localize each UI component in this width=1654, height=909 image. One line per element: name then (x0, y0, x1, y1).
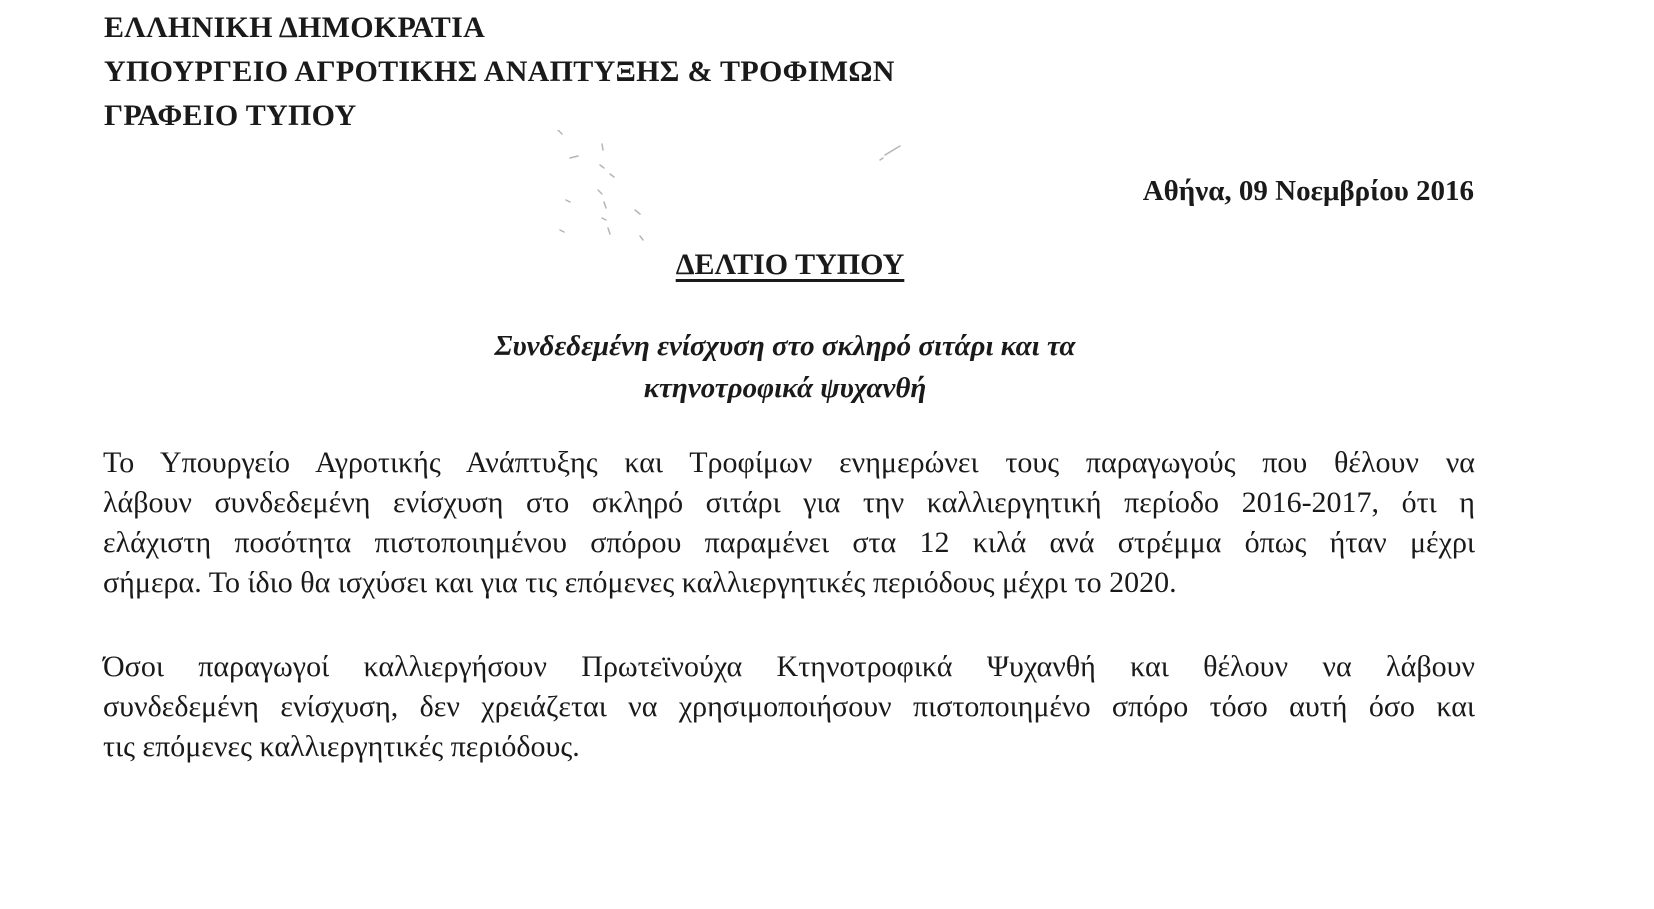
document-subtitle (0, 325, 1570, 409)
letterhead-country: ΕΛΛΗΝΙΚΗ ΔΗΜΟΚΡΑΤΙΑ (104, 11, 486, 44)
paragraph-2-line: Όσοι παραγωγοί καλλιεργήσουν Πρωτεϊνούχα Κτηνοτροφικά Ψυχανθή και θέλουν να λάβουν (103, 650, 1475, 683)
paragraph-1-line: ελάχιστη ποσότητα πιστοποιημένου σπόρου παραμένει στα 12 κιλά ανά στρέμμα όπως ήταν μέχρι (103, 526, 1475, 559)
letterhead (104, 6, 895, 138)
paragraph-1-line: λάβουν συνδεδεμένη ενίσχυση στο σκληρό σιτάρι για την καλλιεργητική περίοδο 2016-2017, ότι η (103, 486, 1475, 519)
document-type-heading: ΔΕΛΤΙΟ ΤΥΠΟΥ (675, 248, 905, 281)
subtitle-line-2: κτηνοτροφικά ψυχανθή (643, 372, 927, 404)
body-paragraph-2 (103, 647, 1475, 767)
paragraph-2-line: συνδεδεμένη ενίσχυση, δεν χρειάζεται να χρησιμοποιήσουν πιστοποιημένο σπόρο τόσο αυτή όσο και (103, 690, 1475, 723)
paragraph-2-line: τις επόμενες καλλιεργητικές περιόδους. (103, 730, 580, 763)
body-paragraph-1 (103, 443, 1475, 603)
letterhead-office: ΓΡΑΦΕΙΟ ΤΥΠΟΥ (104, 99, 357, 132)
letterhead-ministry: ΥΠΟΥΡΓΕΙΟ ΑΓΡΟΤΙΚΗΣ ΑΝΑΠΤΥΞΗΣ & ΤΡΟΦΙΜΩΝ (104, 55, 895, 88)
paragraph-1-line: Το Υπουργείο Αγροτικής Ανάπτυξης και Τροφίμων ενημερώνει τους παραγωγούς που θέλουν να (103, 446, 1475, 479)
paragraph-1-line: σήμερα. Το ίδιο θα ισχύσει και για τις επόμενες καλλιεργητικές περιόδους μέχρι το 2020. (103, 566, 1177, 599)
document-date: Αθήνα, 09 Νοεμβρίου 2016 (1142, 175, 1474, 207)
subtitle-line-1: Συνδεδεμένη ενίσχυση στο σκληρό σιτάρι και τα (494, 330, 1076, 362)
